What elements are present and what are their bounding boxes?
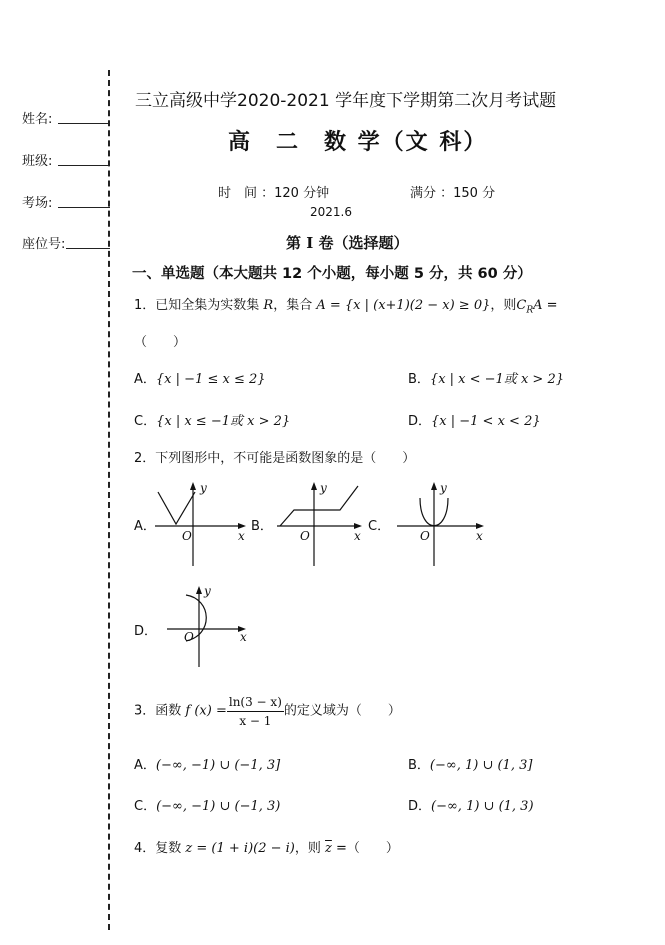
svg-text:x: x: [238, 529, 245, 543]
q1-option-a[interactable]: A．{x | −1 ≤ x ≤ 2}: [134, 372, 266, 387]
q2-graph-b: [272, 480, 372, 570]
svg-text:O: O: [300, 529, 310, 543]
seat-field-line[interactable]: [66, 248, 110, 249]
subject-title: 高 二 数 学（文 科）: [228, 129, 488, 155]
volume-title: 第 I 卷（选择题）: [286, 234, 409, 252]
q2-option-d-label[interactable]: D．: [134, 624, 158, 639]
q2-graph-a: [150, 480, 260, 570]
q1-option-b[interactable]: B．{x | x < −1或 x > 2}: [408, 372, 564, 387]
q3-option-c[interactable]: C．(−∞, −1) ∪ (−1, 3): [134, 799, 281, 814]
room-field-line[interactable]: [58, 207, 110, 208]
school-title: 三立高级中学2020-2021 学年度下学期第二次月考试题: [135, 91, 557, 111]
score-label: 满分 ：150 分: [410, 186, 496, 201]
time-label: 时 间 ：120 分钟: [218, 186, 330, 201]
q2-stem: 2．下列图形中，不可能是函数图象的是（ ）: [134, 451, 416, 466]
q2-option-a-label[interactable]: A．: [134, 519, 156, 534]
q3-option-a[interactable]: A．(−∞, −1) ∪ (−1, 3]: [134, 758, 281, 773]
name-label: 姓名:: [22, 112, 53, 127]
svg-text:O: O: [184, 630, 194, 644]
svg-text:y: y: [320, 481, 327, 495]
q3-option-b[interactable]: B．(−∞, 1) ∪ (1, 3]: [408, 758, 533, 773]
q2-graph-d: [162, 585, 262, 670]
svg-text:O: O: [182, 529, 192, 543]
q1-option-d[interactable]: D．{x | −1 < x < 2}: [408, 414, 541, 429]
svg-text:O: O: [420, 529, 430, 543]
q1-answer-paren: （ ）: [134, 335, 187, 350]
part-title: 一、单选题（本大题共 12 个小题，每小题 5 分，共 60 分）: [132, 266, 532, 282]
name-field-line[interactable]: [58, 123, 110, 124]
q2-graph-c: [392, 480, 492, 570]
svg-text:y: y: [204, 585, 211, 598]
svg-text:y: y: [200, 481, 207, 495]
q3-stem: 3．函数 f (x) = $\frac{\ln(3 - x)}{x - 1}$ 的定义域为（ ）: [134, 695, 401, 728]
svg-text:x: x: [240, 630, 247, 644]
svg-text:x: x: [354, 529, 361, 543]
svg-text:x: x: [476, 529, 483, 543]
q3-fraction: $\frac{\ln(3 - x)}{x - 1}$: [228, 695, 282, 728]
class-label: 班级:: [22, 154, 53, 169]
q1-set-expression: A = {x | (x+1)(2 − x) ≥ 0}: [316, 298, 491, 313]
room-label: 考场:: [22, 196, 53, 211]
q1-stem: 1．已知全集为实数集 R，集合 A = {x | (x+1)(2 − x) ≥ 0}，则$C_RA$ =: [134, 298, 558, 316]
binding-dashed-line: [108, 70, 110, 930]
q2-option-b-label[interactable]: B．: [251, 519, 273, 534]
seat-label: 座位号:: [22, 237, 66, 252]
q3-option-d[interactable]: D．(−∞, 1) ∪ (1, 3): [408, 799, 534, 814]
q4-stem: 4．复数 z = (1 + i)(2 − i)，则 $\overline{z}$ =（ ）: [134, 841, 399, 856]
exam-date: 2021.6: [310, 205, 352, 219]
class-field-line[interactable]: [58, 165, 110, 166]
q2-option-c-label[interactable]: C．: [368, 519, 391, 534]
svg-text:y: y: [440, 481, 447, 495]
q1-option-c[interactable]: C．{x | x ≤ −1或 x > 2}: [134, 414, 291, 429]
q4-conjugate: $\overline{z}$: [325, 841, 332, 856]
